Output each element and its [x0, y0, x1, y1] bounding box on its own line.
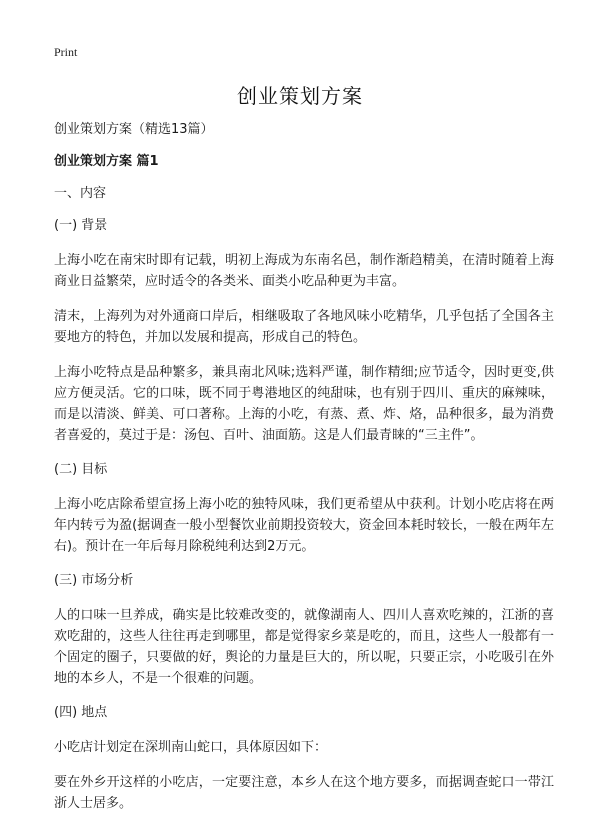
document-title: 创业策划方案 [237, 84, 363, 108]
subsection-goal [54, 460, 554, 557]
paragraph: 要在外乡开这样的小吃店，一定要注意，本乡人在这个地方要多，而据调查蛇口一带江浙人士居多。 [54, 775, 554, 811]
print-label: Print [54, 45, 78, 59]
subsection-market-analysis [54, 571, 554, 689]
subsection-heading: (四) 地点 [54, 705, 108, 720]
paragraph: 清末，上海列为对外通商口岸后，相继吸取了各地风味小吃精华，几乎包括了全国各主要地方的特色，并加以发展和提高，形成自己的特色。 [54, 309, 554, 345]
subsection-heading: (一) 背景 [54, 218, 108, 233]
part-heading: 一、内容 [54, 186, 107, 201]
document-subtitle: 创业策划方案（精选13篇） [54, 122, 214, 137]
paragraph: 人的口味一旦养成，确实是比较难改变的，就像湖南人、四川人喜欢吃辣的，江浙的喜欢吃甜的，这些人往往再走到哪里，都是觉得家乡菜是吃的，而且，这些人一般都有一个固定的圈子，只要做的好，舆论的力量是巨大的，所以呢，只要正宗，小吃吸引在外地的本乡人，不是一个很难的问题。 [54, 608, 554, 686]
paragraph: 小吃店计划定在深圳南山蛇口，具体原因如下： [54, 740, 328, 755]
section-heading: 创业策划方案 篇1 [54, 154, 159, 169]
paragraph: 上海小吃在南宋时即有记载，明初上海成为东南名邑，制作渐趋精美，在清时随着上海商业日益繁荣，应时适令的各类米、面类小吃品种更为丰富。 [54, 253, 554, 289]
subsection-background [54, 216, 554, 446]
subsection-heading: (三) 市场分析 [54, 573, 134, 588]
paragraph: 上海小吃特点是品种繁多，兼具南北风味;选料严谨，制作精细;应节适令，因时更变,供应方便灵活。它的口味，既不同于粤港地区的纯甜味，也有别于四川、重庆的麻辣味，而是以清淡、鲜美、可口著称。上海的小吃，有蒸、煮、炸、烙，品种很多，最为消费者喜爱的，莫过于是：汤包、百叶、油面筋。这是人们最青睐的“三主件”。 [54, 365, 554, 443]
paragraph: 上海小吃店除希望宣扬上海小吃的独特风味，我们更希望从中获利。计划小吃店将在两年内转亏为盈(据调查一般小型餐饮业前期投资较大，资金回本耗时较长，一般在两年左右)。预计在一年后每月除税纯利达到2万元。 [54, 497, 554, 554]
document-body [54, 120, 554, 828]
subsection-location [54, 703, 554, 814]
subsection-heading: (二) 目标 [54, 462, 108, 477]
